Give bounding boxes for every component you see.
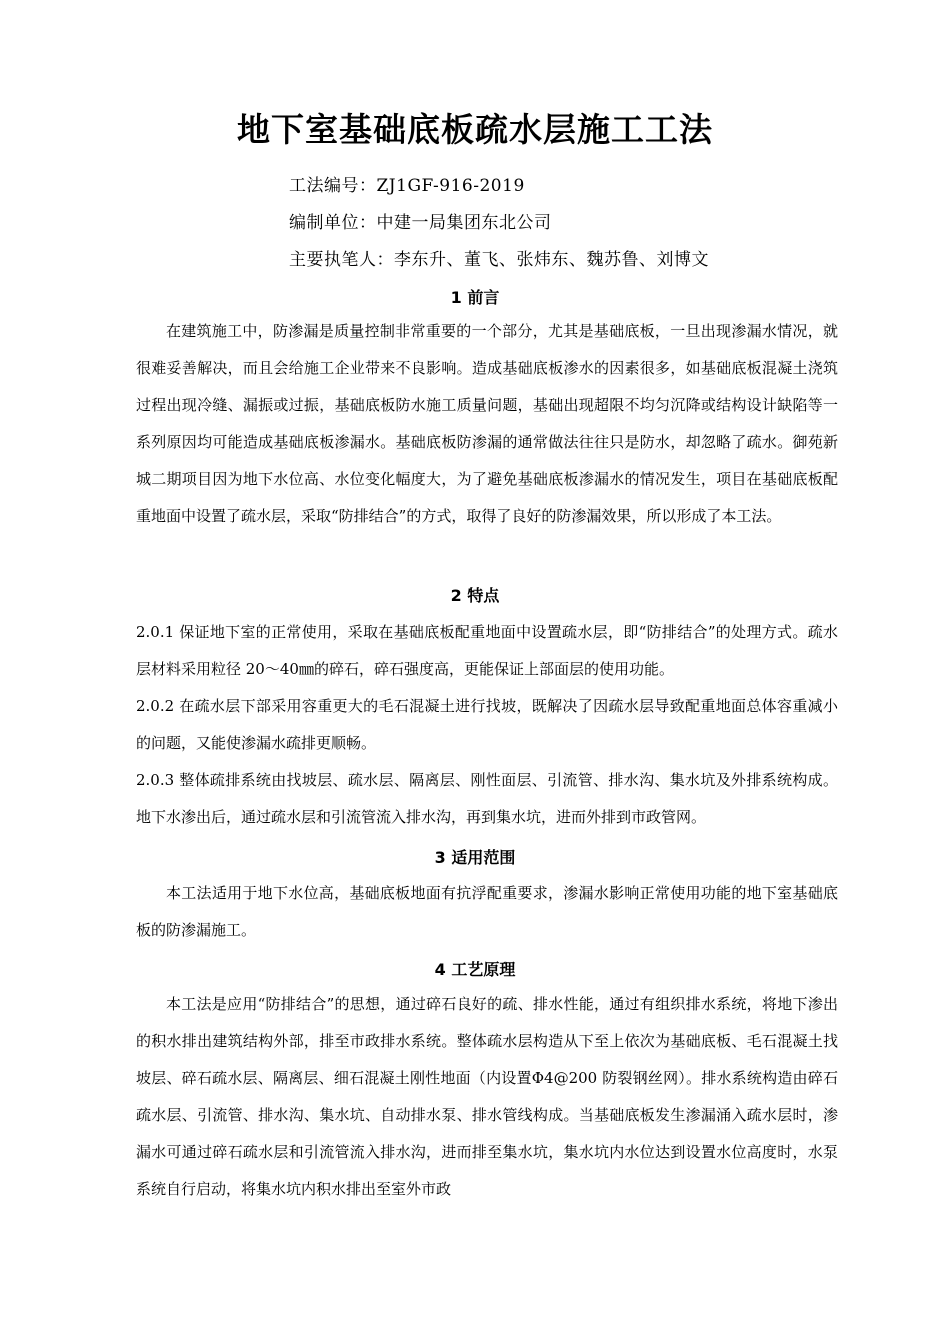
section-body-foreword — [136, 313, 838, 535]
section-body-principle — [136, 986, 838, 1208]
section-heading-features: 2 特点 — [450, 586, 500, 605]
section-body-scope — [136, 875, 838, 949]
compiling-unit: 编制单位：中建一局集团东北公司 — [289, 213, 552, 233]
paragraph: 2.0.2 在疏水层下部采用容重更大的毛石混凝土进行找坡，既解决了因疏水层导致配重地面总体容重减小的问题，又能使渗漏水疏排更顺畅。 — [136, 697, 838, 752]
paragraph: 本工法适用于地下水位高，基础底板地面有抗浮配重要求，渗漏水影响正常使用功能的地下室基础底板的防渗漏施工。 — [136, 884, 838, 939]
paragraph: 2.0.1 保证地下室的正常使用，采取在基础底板配重地面中设置疏水层，即“防排结合”的处理方式。疏水层材料采用粒径 20～40㎜的碎石，碎石强度高，更能保证上部面层的使用功能。 — [136, 623, 838, 678]
paragraph: 在建筑施工中，防渗漏是质量控制非常重要的一个部分，尤其是基础底板，一旦出现渗漏水情况，就很难妥善解决，而且会给施工企业带来不良影响。造成基础底板渗水的因素很多，如基础底板混凝土浇筑过程出现冷缝、漏振或过振，基础底板防水施工质量问题，基础出现超限不均匀沉降或结构设计缺陷等一系列原因均可能造成基础底板渗漏水。基础底板防渗漏的通常做法往往只是防水，却忽略了疏水。御苑新城二期项目因为地下水位高、水位变化幅度大，为了避免基础底板渗漏水的情况发生，项目在基础底板配重地面中设置了疏水层，采取“防排结合”的方式，取得了良好的防渗漏效果，所以形成了本工法。 — [136, 322, 838, 525]
paragraph: 2.0.3 整体疏排系统由找坡层、疏水层、隔离层、刚性面层、引流管、排水沟、集水坑及外排系统构成。地下水渗出后，通过疏水层和引流管流入排水沟，再到集水坑，进而外排到市政管网。 — [136, 771, 838, 826]
section-heading-principle: 4 工艺原理 — [434, 960, 516, 979]
section-heading-foreword: 1 前言 — [450, 288, 500, 307]
section-heading-scope: 3 适用范围 — [434, 848, 516, 867]
main-authors: 主要执笔人：李东升、董飞、张炜东、魏苏鲁、刘博文 — [289, 250, 709, 270]
paragraph: 本工法是应用“防排结合”的思想，通过碎石良好的疏、排水性能，通过有组织排水系统，将地下渗出的积水排出建筑结构外部，排至市政排水系统。整体疏水层构造从下至上依次为基础底板、毛石混凝土找坡层、碎石疏水层、隔离层、细石混凝土刚性地面（内设置Φ4@200 防裂钢丝网）。排水系统构造由碎石疏水层、引流管、排水沟、集水坑、自动排水泵、排水管线构成。当基础底板发生渗漏涌入疏水层时，渗漏水可通过碎石疏水层和引流管流入排水沟，进而排至集水坑，集水坑内水位达到设置水位高度时，水泵系统自行启动，将集水坑内积水排出至室外市政 — [136, 995, 838, 1198]
section-body-features — [136, 614, 838, 836]
document-title: 地下室基础底板疏水层施工工法 — [237, 110, 713, 149]
method-code: 工法编号：ZJ1GF-916-2019 — [289, 176, 525, 196]
